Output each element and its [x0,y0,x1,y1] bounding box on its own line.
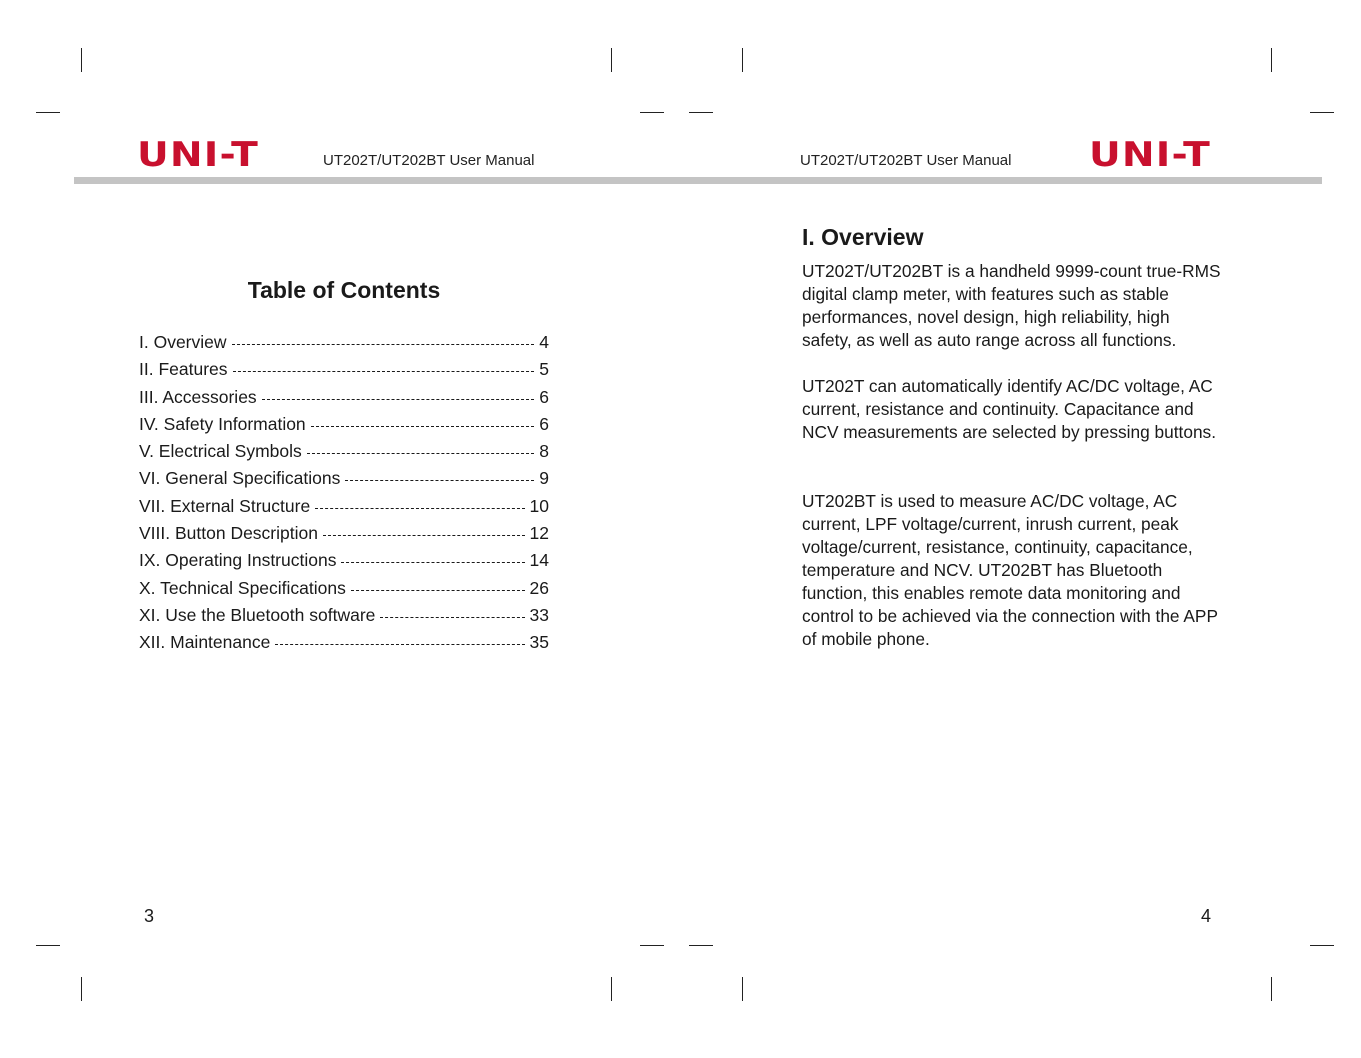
toc-item[interactable] [139,629,549,656]
toc-item-page: 5 [539,359,549,380]
toc-list [139,329,549,657]
toc-item-label: III. Accessories [139,386,257,407]
toc-item[interactable] [139,438,549,465]
toc-item[interactable] [139,329,549,356]
toc-item-page: 12 [529,523,549,544]
crop-mark [689,945,713,946]
crop-mark [1271,48,1272,72]
toc-item[interactable] [139,520,549,547]
toc-leader [307,439,535,454]
toc-item-page: 6 [539,413,549,434]
toc-leader [323,521,525,536]
crop-mark [1310,945,1334,946]
toc-item[interactable] [139,465,549,492]
crop-mark [742,48,743,72]
toc-item-label: X. Technical Specifications [139,577,346,598]
toc-item-label: VIII. Button Description [139,523,318,544]
toc-item[interactable] [139,356,549,383]
toc-item[interactable] [139,547,549,574]
section-heading: I. Overview [802,224,924,250]
overview-paragraph: UT202BT is used to measure AC/DC voltage, AC current, LPF voltage/current, inrush current, peak voltage/current, resistance, continuity, capacitance, temperature and NCV. UT202BT has Bluetooth function, this enables remote data monitoring and control to be achieved via the connection with the APP of mobile phone. [802,491,1218,649]
crop-mark [81,977,82,1001]
toc-leader [351,576,525,591]
toc-item[interactable] [139,575,549,602]
toc-item-page: 8 [539,441,549,462]
toc-leader [232,330,535,345]
toc-title: Table of Contents [247,277,441,303]
toc-item-label: V. Electrical Symbols [139,441,302,462]
toc-leader [345,466,534,481]
toc-item[interactable] [139,493,549,520]
crop-mark [611,977,612,1001]
crop-mark [611,48,612,72]
crop-mark [742,977,743,1001]
toc-leader [233,357,535,372]
toc-item-page: 35 [529,632,549,653]
toc-leader [315,494,524,509]
crop-mark [689,112,713,113]
brand-logo-right: UNI-T [1089,135,1211,175]
toc-item-page: 26 [529,577,549,598]
toc-item-page: 4 [539,332,549,352]
crop-mark [1271,977,1272,1001]
toc-leader [311,412,535,427]
toc-item[interactable] [139,602,549,629]
crop-mark [1310,112,1334,113]
crop-mark [640,112,664,113]
toc-item-label: XII. Maintenance [139,632,271,653]
toc-item[interactable] [139,384,549,411]
overview-paragraph: UT202T/UT202BT is a handheld 9999-count true-RMS digital clamp meter, with features such as stable performances, novel design, high reliability, high safety, as well as auto range across all functions. [802,261,1221,350]
crop-mark [640,945,664,946]
toc-item-page: 9 [539,468,549,489]
header-title-right: UT202T/UT202BT User Manual [800,152,1012,169]
toc-item-label: IV. Safety Information [139,413,306,434]
header-divider [74,177,1322,184]
toc-leader [262,385,535,400]
crop-mark [36,112,60,113]
toc-item-label: VII. External Structure [139,495,311,516]
toc-item-label: VI. General Specifications [139,468,341,489]
toc-item-page: 6 [539,386,549,407]
toc-item-label: II. Features [139,359,228,380]
toc-item-page: 10 [529,495,549,516]
overview-paragraph: UT202T can automatically identify AC/DC voltage, AC current, resistance and continuity. Capacitance and NCV measurements are selected by pressing buttons. [802,376,1216,442]
page-number-right: 4 [1201,906,1212,926]
crop-mark [36,945,60,946]
brand-logo-left: UNI-T [137,135,259,175]
toc-item[interactable] [139,411,549,438]
toc-item-label: I. Overview [139,332,227,352]
toc-item-page: 14 [529,550,549,571]
page-number-left: 3 [144,906,155,926]
toc-item-page: 33 [529,604,549,625]
toc-leader [380,603,524,618]
header-title-left: UT202T/UT202BT User Manual [323,152,535,169]
toc-item-label: XI. Use the Bluetooth software [139,604,376,625]
toc-leader [275,630,524,645]
toc-item-label: IX. Operating Instructions [139,550,337,571]
crop-mark [81,48,82,72]
toc-leader [341,548,524,563]
